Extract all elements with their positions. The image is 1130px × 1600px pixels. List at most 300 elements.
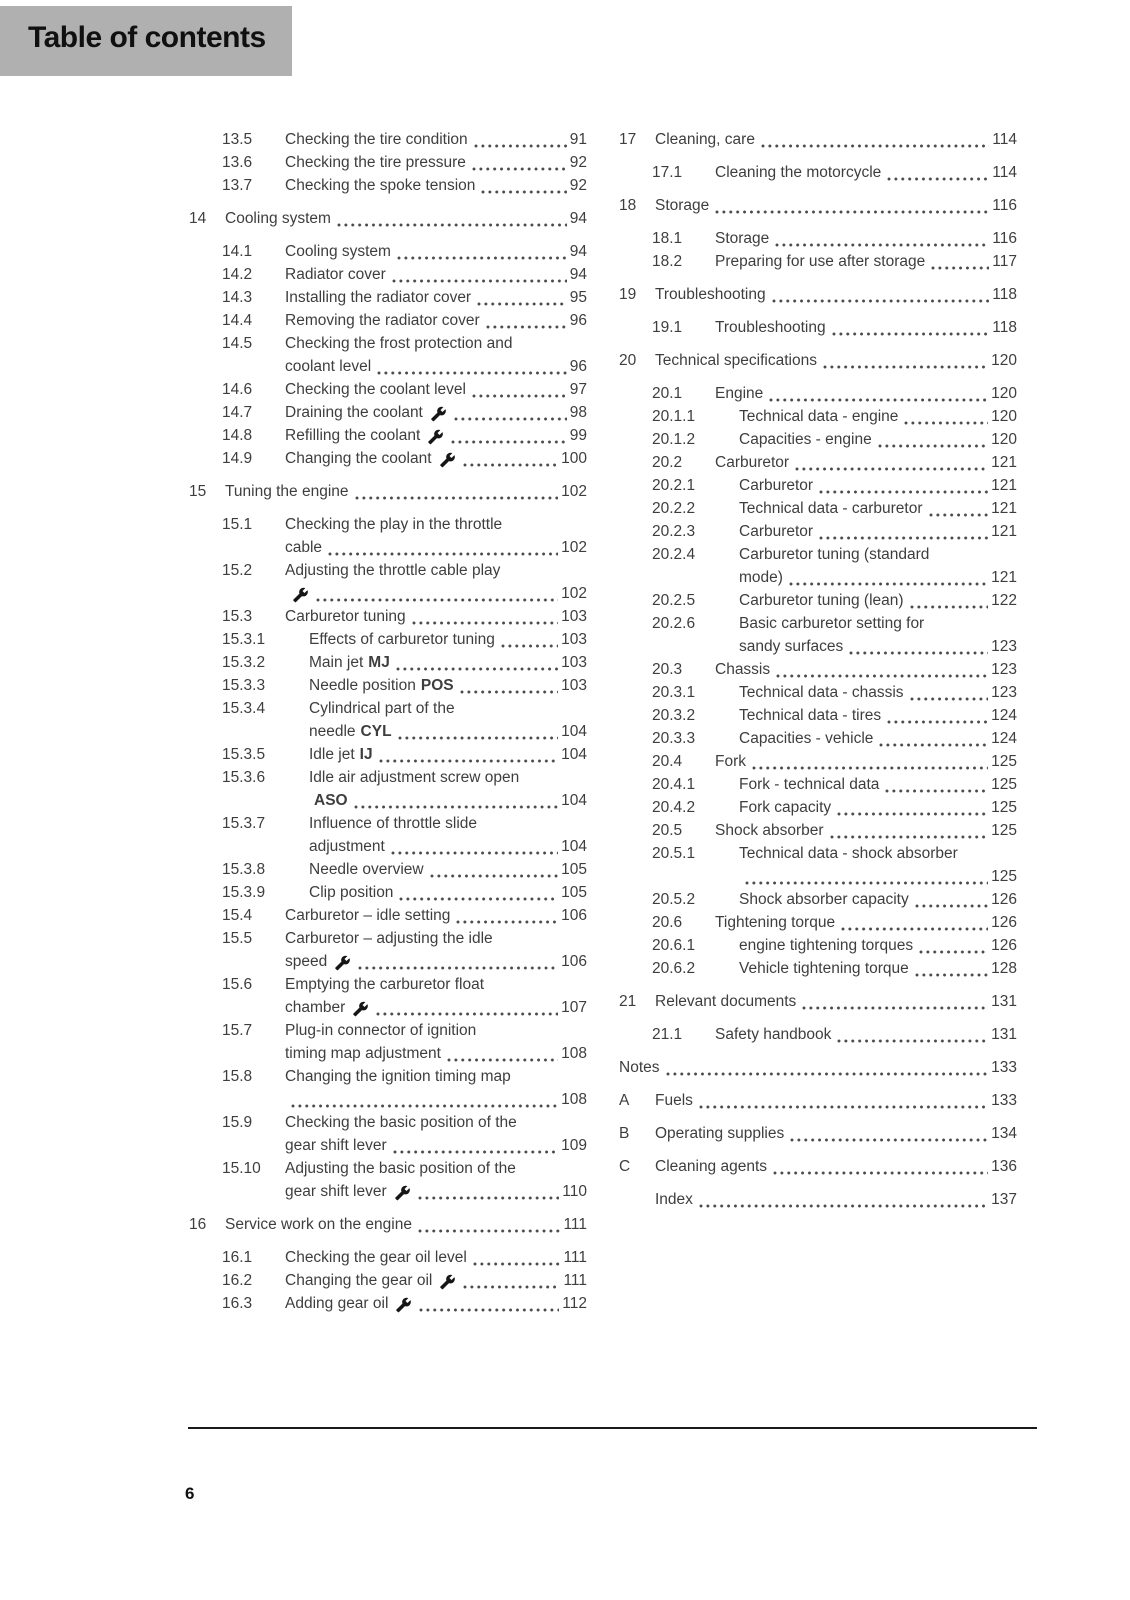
toc-entry: [185, 174, 587, 197]
toc-entry-title-line: Plug-in connector of ignition: [285, 1022, 477, 1039]
toc-entry-title-line: Technical data - shock absorber: [739, 845, 958, 862]
toc-entry-number: 20.2.5: [652, 592, 696, 609]
toc-entry: [185, 240, 587, 263]
toc-entry-number: 20.5: [652, 822, 683, 839]
toc-entry-number: 15.6: [222, 976, 253, 993]
toc-entry: [615, 773, 1017, 796]
toc-entry-page-number: 125: [991, 822, 1017, 839]
toc-entry-number: 15.3.8: [222, 861, 266, 878]
toc-entry-title-block: [309, 881, 587, 904]
dotted-leader: [393, 1150, 558, 1154]
toc-entry-page-number: 133: [991, 1092, 1017, 1109]
toc-entry-title-block: [655, 1089, 1017, 1112]
toc-entry: [185, 697, 587, 743]
toc-entry-page-number: 94: [569, 210, 587, 227]
toc-column-right: [615, 128, 1017, 1221]
toc-entry-last-line: [225, 207, 587, 230]
toc-entry-number: 20.2.4: [652, 546, 696, 563]
toc-entry-page-number: 103: [561, 608, 587, 625]
toc-entry-title-bold: IJ: [359, 746, 373, 763]
toc-entry-last-line: [309, 628, 587, 651]
toc-entry-title: Capacities - vehicle: [739, 730, 874, 747]
dotted-leader: [887, 177, 989, 181]
toc-entry-number: 14.8: [222, 427, 253, 444]
toc-entry-title-block: [739, 888, 1017, 911]
dotted-leader: [919, 950, 988, 954]
dotted-leader: [430, 874, 559, 878]
toc-entry-title-block: [309, 812, 587, 858]
toc-entry-page-number: 121: [991, 477, 1017, 494]
toc-entry-title: Preparing for use after storage: [715, 253, 926, 270]
toc-entry-title-block: [225, 207, 587, 230]
toc-entry-number: 14.7: [222, 404, 253, 421]
toc-entry-title-block: [655, 1155, 1017, 1178]
toc-entry-last-line: [739, 681, 1017, 704]
dotted-leader: [358, 966, 558, 970]
toc-entry-title-block: [309, 743, 587, 766]
toc-entry-title: mode): [739, 569, 783, 586]
dotted-leader: [397, 256, 567, 260]
toc-entry-title: Safety handbook: [715, 1026, 832, 1043]
toc-entry-number: 20.6.1: [652, 937, 696, 954]
toc-entry: [615, 497, 1017, 520]
toc-entry-title: Checking the tire pressure: [285, 154, 466, 171]
toc-entry-title-block: [285, 1111, 587, 1157]
toc-entry-page-number: 131: [991, 1026, 1017, 1043]
toc-entry-number: 20.2.3: [652, 523, 696, 540]
toc-entry-title-line: Influence of throttle slide: [309, 815, 478, 832]
toc-entry-title: Changing the coolant: [285, 450, 432, 467]
dotted-leader: [819, 536, 988, 540]
toc-entry-title-block: [715, 227, 1017, 250]
toc-entry-number: 15.3.9: [222, 884, 266, 901]
toc-entry-number: 17.1: [652, 164, 683, 181]
toc-entry-last-line: [285, 355, 587, 378]
toc-entry-number: 18.1: [652, 230, 683, 247]
toc-entry-title: Cooling system: [225, 210, 331, 227]
toc-entry: [615, 316, 1017, 339]
toc-entry-title-block: [715, 658, 1017, 681]
toc-entry-page-number: 137: [991, 1191, 1017, 1208]
toc-entry-title-block: [739, 681, 1017, 704]
toc-entry-title-block: [285, 309, 587, 332]
toc-entry-title-block: [285, 1157, 587, 1203]
toc-entry-number: 20.6.2: [652, 960, 696, 977]
toc-entry-title-block: [285, 240, 587, 263]
toc-entry-page-number: 125: [991, 799, 1017, 816]
toc-entry-page-number: 104: [561, 838, 587, 855]
toc-entry-title: Needle overview: [309, 861, 424, 878]
toc-entry-number: 15: [189, 483, 207, 500]
toc-entry: [615, 612, 1017, 658]
toc-entry-last-line: [619, 1056, 1017, 1079]
toc-entry-title: Checking the gear oil level: [285, 1249, 467, 1266]
toc-entry: [615, 382, 1017, 405]
dotted-leader: [823, 365, 988, 369]
toc-entry-last-line: [285, 582, 587, 605]
toc-entry: [615, 990, 1017, 1013]
dotted-leader: [666, 1072, 989, 1076]
toc-entry-title-block: [739, 842, 1017, 888]
toc-entry-last-line: [309, 858, 587, 881]
toc-entry-title-block: [285, 332, 587, 378]
toc-entry: [615, 428, 1017, 451]
toc-entry-title-block: [285, 128, 587, 151]
toc-entry-title-block: [715, 451, 1017, 474]
toc-entry-last-line: [715, 911, 1017, 934]
toc-entry-page-number: 123: [991, 661, 1017, 678]
dotted-leader: [391, 851, 558, 855]
toc-entry-number: 18.2: [652, 253, 683, 270]
toc-entry-last-line: [739, 727, 1017, 750]
toc-entry-last-line: [285, 286, 587, 309]
toc-entry: [185, 286, 587, 309]
toc-entry: [615, 658, 1017, 681]
toc-entry: [615, 819, 1017, 842]
toc-entry-last-line: [715, 1023, 1017, 1046]
toc-entry-title-block: [285, 1292, 587, 1315]
toc-entry: [615, 474, 1017, 497]
toc-entry-page-number: 123: [991, 638, 1017, 655]
toc-entry-title: cable: [285, 539, 323, 556]
dotted-leader: [841, 927, 988, 931]
toc-entry-title-line: Cylindrical part of the: [309, 700, 455, 717]
wrench-icon: [439, 1274, 456, 1290]
wrench-icon: [427, 429, 444, 445]
toc-entry: [185, 263, 587, 286]
toc-entry: [185, 881, 587, 904]
toc-entry-title: Carburetor: [739, 523, 814, 540]
toc-entry-page-number: 118: [992, 319, 1017, 336]
dotted-leader: [454, 417, 567, 421]
toc-entry-last-line: [285, 605, 587, 628]
toc-entry: [615, 750, 1017, 773]
toc-entry-last-line: [739, 474, 1017, 497]
toc-entry-last-line: [309, 835, 587, 858]
toc-entry-page-number: 124: [991, 707, 1017, 724]
toc-entry-page-number: 121: [991, 454, 1017, 471]
section-header-banner: [0, 6, 292, 76]
toc-entry-title: Capacities - engine: [739, 431, 872, 448]
toc-entry-title-block: [739, 957, 1017, 980]
toc-entry-page-number: 94: [569, 266, 587, 283]
toc-entry-page-number: 116: [992, 230, 1017, 247]
dotted-leader: [447, 1058, 558, 1062]
toc-entry-title-block: [309, 628, 587, 651]
toc-entry-last-line: [715, 250, 1017, 273]
dotted-leader: [745, 881, 988, 885]
toc-entry-page-number: 117: [992, 253, 1017, 270]
toc-entry-title-block: [619, 1056, 1017, 1079]
dotted-leader: [849, 651, 988, 655]
toc-entry-title: Installing the radiator cover: [285, 289, 472, 306]
toc-entry-page-number: 106: [561, 953, 587, 970]
toc-entry-title: Cooling system: [285, 243, 391, 260]
toc-entry-number: 20.2.1: [652, 477, 696, 494]
toc-entry-number: 15.1: [222, 516, 253, 533]
dotted-leader: [929, 513, 989, 517]
toc-entry-title: Technical data - tires: [739, 707, 882, 724]
toc-entry-title: Carburetor tuning: [285, 608, 406, 625]
toc-entry: [185, 480, 587, 503]
dotted-leader: [396, 667, 558, 671]
toc-entry: [615, 227, 1017, 250]
toc-entry-title-block: [285, 927, 587, 973]
toc-entry-page-number: 118: [992, 286, 1017, 303]
toc-entry-title: Effects of carburetor tuning: [309, 631, 495, 648]
dotted-leader: [456, 920, 558, 924]
dotted-leader: [887, 720, 988, 724]
toc-entry-last-line: [309, 674, 587, 697]
toc-entry: [185, 927, 587, 973]
toc-entry-title-block: [655, 283, 1017, 306]
toc-entry: [185, 128, 587, 151]
toc-entry: [185, 1246, 587, 1269]
toc-entry: [615, 1023, 1017, 1046]
toc-entry-title: chamber: [285, 999, 346, 1016]
toc-entry-last-line: [655, 349, 1017, 372]
toc-entry-last-line: [285, 240, 587, 263]
toc-entry-number: 18: [619, 197, 637, 214]
toc-entry-number: 16.2: [222, 1272, 253, 1289]
toc-entry: [615, 934, 1017, 957]
toc-entry-title-block: [309, 697, 587, 743]
toc-entry-title-block: [225, 480, 587, 503]
toc-entry-title: Cleaning, care: [655, 131, 755, 148]
toc-entry-page-number: 133: [991, 1059, 1017, 1076]
toc-entry: [185, 812, 587, 858]
toc-entry-page-number: 121: [991, 500, 1017, 517]
toc-entry-title-block: [309, 651, 587, 674]
toc-entry-page-number: 92: [569, 177, 587, 194]
toc-entry-number: 20.4: [652, 753, 683, 770]
toc-entry-title: gear shift lever: [285, 1183, 387, 1200]
toc-entry-title: Index: [655, 1191, 693, 1208]
toc-entry-page-number: 97: [569, 381, 587, 398]
toc-entry-page-number: 116: [992, 197, 1017, 214]
dotted-leader: [473, 1262, 561, 1266]
toc-entry-title-block: [309, 858, 587, 881]
toc-entry-last-line: [285, 128, 587, 151]
dotted-leader: [477, 302, 567, 306]
toc-entry-title-block: [715, 382, 1017, 405]
dotted-leader: [837, 812, 988, 816]
toc-entry-title: Storage: [715, 230, 770, 247]
toc-entry-title-block: [739, 428, 1017, 451]
toc-entry-title-block: [739, 589, 1017, 612]
toc-entry-title: Relevant documents: [655, 993, 797, 1010]
toc-entry-page-number: 92: [569, 154, 587, 171]
toc-entry-title: Needle position: [309, 677, 416, 694]
toc-entry-title: Technical data - chassis: [739, 684, 904, 701]
toc-entry-title-block: [715, 250, 1017, 273]
toc-entry-title: Removing the radiator cover: [285, 312, 480, 329]
toc-entry-title: speed: [285, 953, 328, 970]
toc-entry-title: Shock absorber capacity: [739, 891, 909, 908]
toc-entry-last-line: [225, 1213, 587, 1236]
toc-entry-title-block: [285, 447, 587, 470]
toc-entry-last-line: [715, 750, 1017, 773]
toc-entry-number: 20.2.2: [652, 500, 696, 517]
toc-entry-title-line: Changing the ignition timing map: [285, 1068, 511, 1085]
wrench-icon: [352, 1001, 369, 1017]
toc-entry-title-block: [285, 378, 587, 401]
wrench-icon: [395, 1297, 412, 1313]
toc-entry: [615, 727, 1017, 750]
toc-entry-last-line: [285, 401, 587, 424]
toc-entry-number: 15.8: [222, 1068, 253, 1085]
toc-entry-last-line: [285, 950, 587, 973]
toc-entry-title: Storage: [655, 197, 710, 214]
toc-entry-last-line: [309, 881, 587, 904]
toc-entry-last-line: [655, 1188, 1017, 1211]
toc-entry-title-block: [715, 819, 1017, 842]
toc-entry-number: 17: [619, 131, 637, 148]
dotted-leader: [802, 1006, 988, 1010]
footer-divider: [188, 1427, 1037, 1429]
toc-entry: [615, 161, 1017, 184]
toc-entry-page-number: 102: [561, 483, 587, 500]
toc-entry-title: Fuels: [655, 1092, 693, 1109]
dotted-leader: [474, 144, 567, 148]
toc-entry-last-line: [739, 888, 1017, 911]
toc-entry-title-block: [655, 194, 1017, 217]
dotted-leader: [399, 897, 558, 901]
toc-entry-page-number: 114: [992, 131, 1017, 148]
dotted-leader: [418, 1196, 560, 1200]
dotted-leader: [790, 1138, 988, 1142]
toc-entry-number: 20.4.1: [652, 776, 696, 793]
toc-entry-number: 15.4: [222, 907, 253, 924]
toc-entry-title-line: Checking the basic position of the: [285, 1114, 517, 1131]
toc-entry-page-number: 125: [991, 776, 1017, 793]
toc-entry-page-number: 120: [991, 431, 1017, 448]
toc-entry-title: Notes: [619, 1059, 660, 1076]
toc-entry-number: 20.5.1: [652, 845, 696, 862]
toc-entry: [185, 207, 587, 230]
toc-entry-title: Draining the coolant: [285, 404, 423, 421]
toc-entry-page-number: 120: [991, 385, 1017, 402]
toc-entry: [185, 1269, 587, 1292]
toc-entry-last-line: [715, 819, 1017, 842]
dotted-leader: [910, 697, 989, 701]
toc-entry-page-number: 102: [561, 539, 587, 556]
toc-entry: [615, 250, 1017, 273]
toc-entry-number: 16.3: [222, 1295, 253, 1312]
toc-entry-title-line: Adjusting the throttle cable play: [285, 562, 501, 579]
toc-entry-page-number: 104: [561, 792, 587, 809]
toc-entry: [615, 194, 1017, 217]
toc-entry-last-line: [285, 1180, 587, 1203]
toc-entry-title-block: [285, 1269, 587, 1292]
toc-entry: [185, 651, 587, 674]
toc-entry-last-line: [309, 743, 587, 766]
toc-entry: [615, 128, 1017, 151]
dotted-leader: [291, 1104, 558, 1108]
toc-entry-page-number: 131: [991, 993, 1017, 1010]
toc-entry-number: 15.3.2: [222, 654, 266, 671]
toc-entry-number: 21.1: [652, 1026, 683, 1043]
toc-entry-title-block: [285, 605, 587, 628]
dotted-leader: [789, 582, 988, 586]
toc-entry-last-line: [285, 309, 587, 332]
toc-entry-page-number: 105: [561, 861, 587, 878]
toc-entry-page-number: 98: [569, 404, 587, 421]
dotted-leader: [379, 759, 559, 763]
toc-entry-title-bold: POS: [420, 677, 454, 694]
toc-entry-number: 20.1: [652, 385, 683, 402]
toc-entry-number: 20.3.1: [652, 684, 696, 701]
toc-entry-page-number: 103: [561, 631, 587, 648]
toc-entry-page-number: 120: [991, 352, 1017, 369]
toc-entry-last-line: [655, 283, 1017, 306]
dotted-leader: [837, 1039, 988, 1043]
dotted-leader: [377, 371, 567, 375]
toc-entry-number: 14.9: [222, 450, 253, 467]
toc-entry-page-number: 109: [561, 1137, 587, 1154]
toc-entry-title-block: [309, 674, 587, 697]
toc-entry-number: 20.3.3: [652, 730, 696, 747]
toc-entry-page-number: 126: [991, 891, 1017, 908]
toc-entry-last-line: [655, 128, 1017, 151]
toc-entry-title-line: Emptying the carburetor float: [285, 976, 485, 993]
toc-entry-number: 14.5: [222, 335, 253, 352]
toc-entry-last-line: [285, 1269, 587, 1292]
toc-entry: [185, 1019, 587, 1065]
toc-entry-title-block: [739, 612, 1017, 658]
toc-entry-title-bold: CYL: [360, 723, 392, 740]
toc-entry-title-block: [655, 1188, 1017, 1211]
toc-entry-title-block: [715, 316, 1017, 339]
toc-entry-title: Troubleshooting: [655, 286, 766, 303]
toc-entry-last-line: [655, 1089, 1017, 1112]
toc-entry-title-block: [285, 904, 587, 927]
toc-entry: [185, 401, 587, 424]
toc-entry-number: 15.2: [222, 562, 253, 579]
toc-entry-title: Fork capacity: [739, 799, 832, 816]
toc-entry-number: 15.3.3: [222, 677, 266, 694]
toc-entry-page-number: 95: [569, 289, 587, 306]
toc-entry-title-block: [285, 1019, 587, 1065]
dotted-leader: [398, 736, 559, 740]
dotted-leader: [715, 210, 989, 214]
toc-entry-last-line: [715, 451, 1017, 474]
toc-entry: [185, 904, 587, 927]
toc-entry-number: 13.6: [222, 154, 253, 171]
toc-entry: [185, 674, 587, 697]
dotted-leader: [472, 394, 567, 398]
toc-entry-title: adjustment: [309, 838, 385, 855]
toc-entry-title-block: [715, 911, 1017, 934]
dotted-leader: [904, 421, 988, 425]
toc-entry-page-number: 94: [569, 243, 587, 260]
toc-entry-title: Engine: [715, 385, 764, 402]
toc-entry-last-line: [715, 227, 1017, 250]
toc-entry-last-line: [739, 865, 1017, 888]
toc-entry: [615, 681, 1017, 704]
toc-entry-title: Checking the spoke tension: [285, 177, 476, 194]
toc-entry-title: Carburetor – idle setting: [285, 907, 451, 924]
toc-entry-title-bold: MJ: [368, 654, 390, 671]
toc-entry-last-line: [655, 194, 1017, 217]
toc-entry-last-line: [739, 428, 1017, 451]
toc-entry-title: Main jet: [309, 654, 364, 671]
toc-entry-page-number: 96: [569, 312, 587, 329]
toc-entry: [185, 424, 587, 447]
toc-entry: [615, 543, 1017, 589]
toc-entry: [185, 1292, 587, 1315]
toc-entry-page-number: 134: [991, 1125, 1017, 1142]
